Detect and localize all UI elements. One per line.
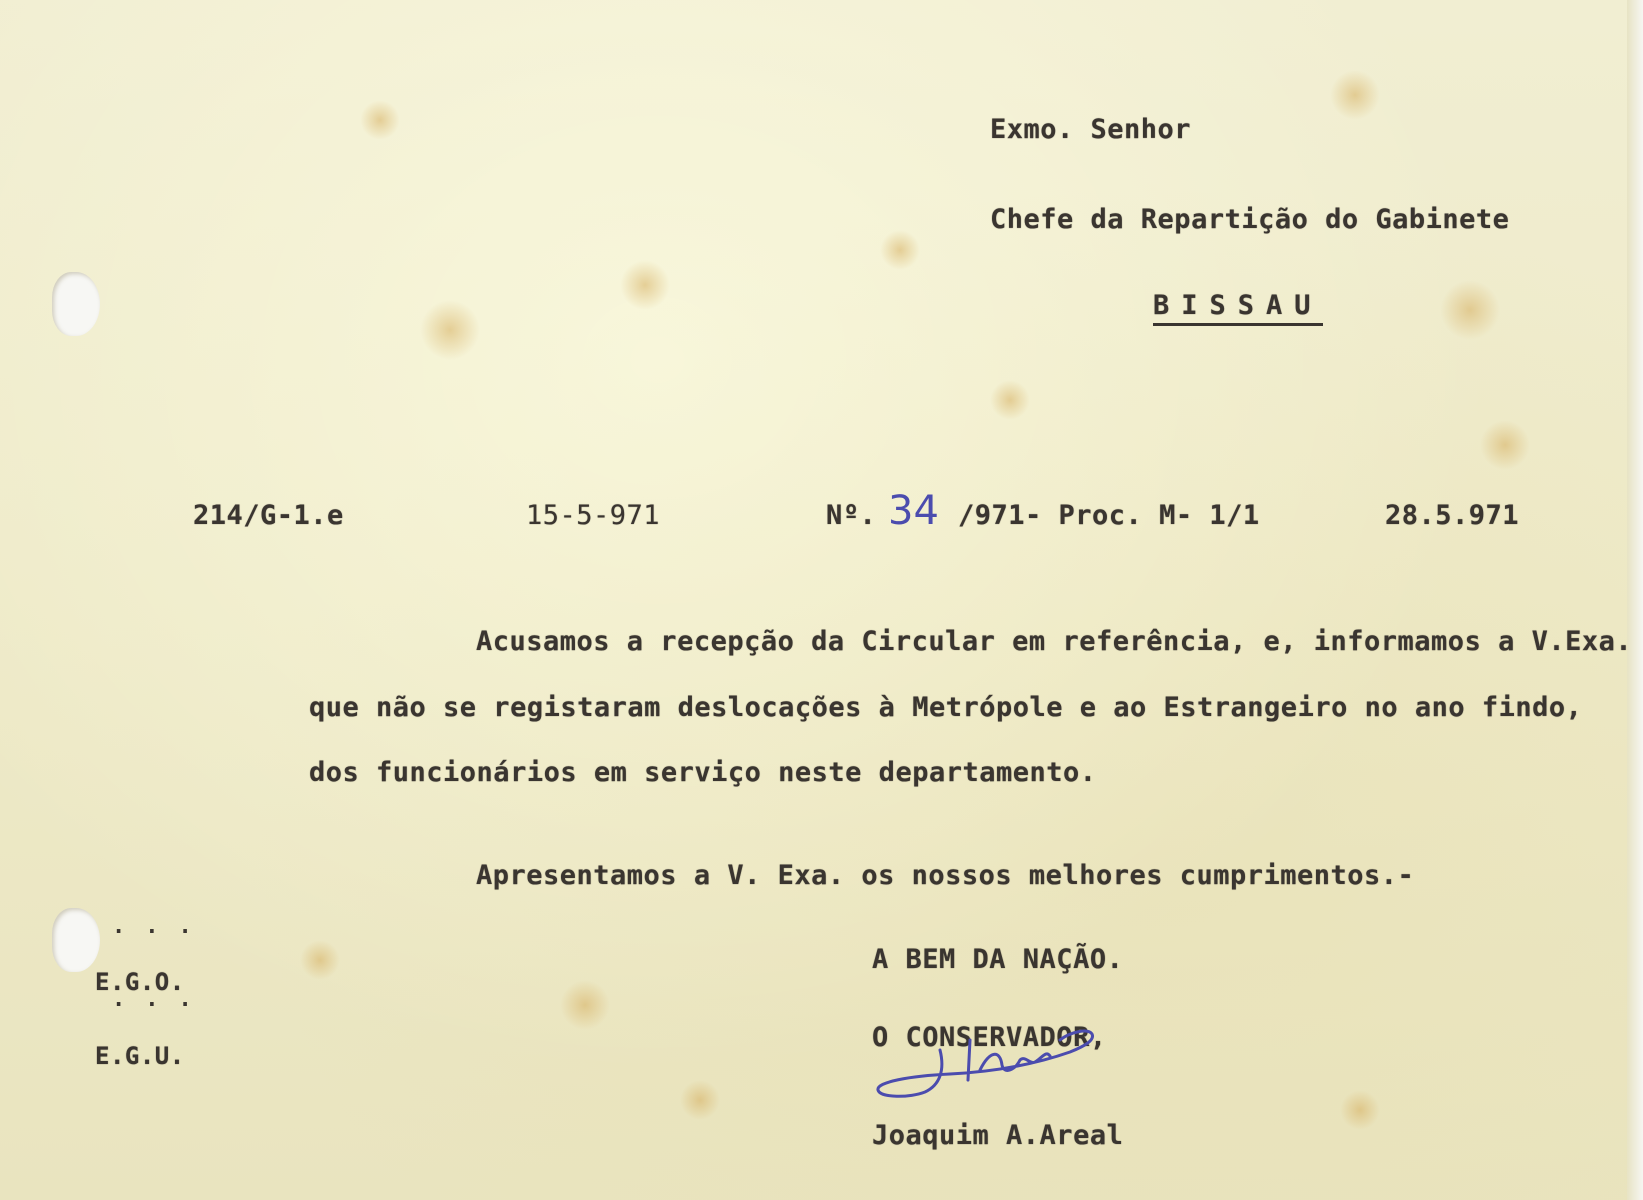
margin-dots: ··· (112, 993, 212, 1018)
foxing-spot (990, 380, 1030, 420)
number-prefix: Nº. (826, 500, 877, 531)
signatory-title: O CONSERVADOR, (872, 1022, 1107, 1053)
letter-date: 28.5.971 (1385, 500, 1520, 531)
margin-dots: ··· (112, 920, 212, 945)
punch-hole-bottom (52, 908, 100, 972)
addressee-salutation: Exmo. Senhor (990, 114, 1192, 145)
closing-line: Apresentamos a V. Exa. os nossos melhores cumprimentos.- (476, 860, 1415, 891)
handwritten-number: 34 (888, 488, 939, 534)
foxing-spot (300, 940, 340, 980)
foxing-spot (420, 300, 480, 360)
foxing-spot (1340, 1090, 1380, 1130)
foxing-spot (1330, 70, 1380, 120)
foxing-spot (680, 1080, 720, 1120)
foxing-spot (1440, 280, 1500, 340)
foxing-spot (560, 980, 610, 1030)
their-reference: 214/G-1.e (193, 500, 344, 531)
marginal-note-2: E.G.U. (95, 1042, 185, 1070)
their-date: 15-5-971 (526, 500, 661, 531)
addressee-title: Chefe da Repartição do Gabinete (990, 204, 1510, 235)
foxing-spot (360, 100, 400, 140)
number-suffix: /971- Proc. M- 1/1 (958, 500, 1260, 531)
foxing-spot (620, 260, 670, 310)
handwritten-signature (870, 1010, 1110, 1110)
body-line-1: Acusamos a recepção da Circular em referência, e, informamos a V.Exa. (476, 626, 1633, 657)
valediction: A BEM DA NAÇÃO. (872, 944, 1124, 975)
paper-edge (1627, 0, 1643, 1200)
punch-hole-top (52, 272, 100, 336)
body-line-3: dos funcionários em serviço neste departamento. (309, 757, 1097, 788)
foxing-spot (880, 230, 920, 270)
addressee-city: BISSAU (1153, 290, 1323, 326)
body-line-2: que não se registaram deslocações à Metrópole e ao Estrangeiro no ano findo, (309, 692, 1583, 723)
foxing-spot (1480, 420, 1530, 470)
marginal-note-1: E.G.O. (95, 968, 185, 996)
signatory-name: Joaquim A.Areal (872, 1120, 1124, 1151)
